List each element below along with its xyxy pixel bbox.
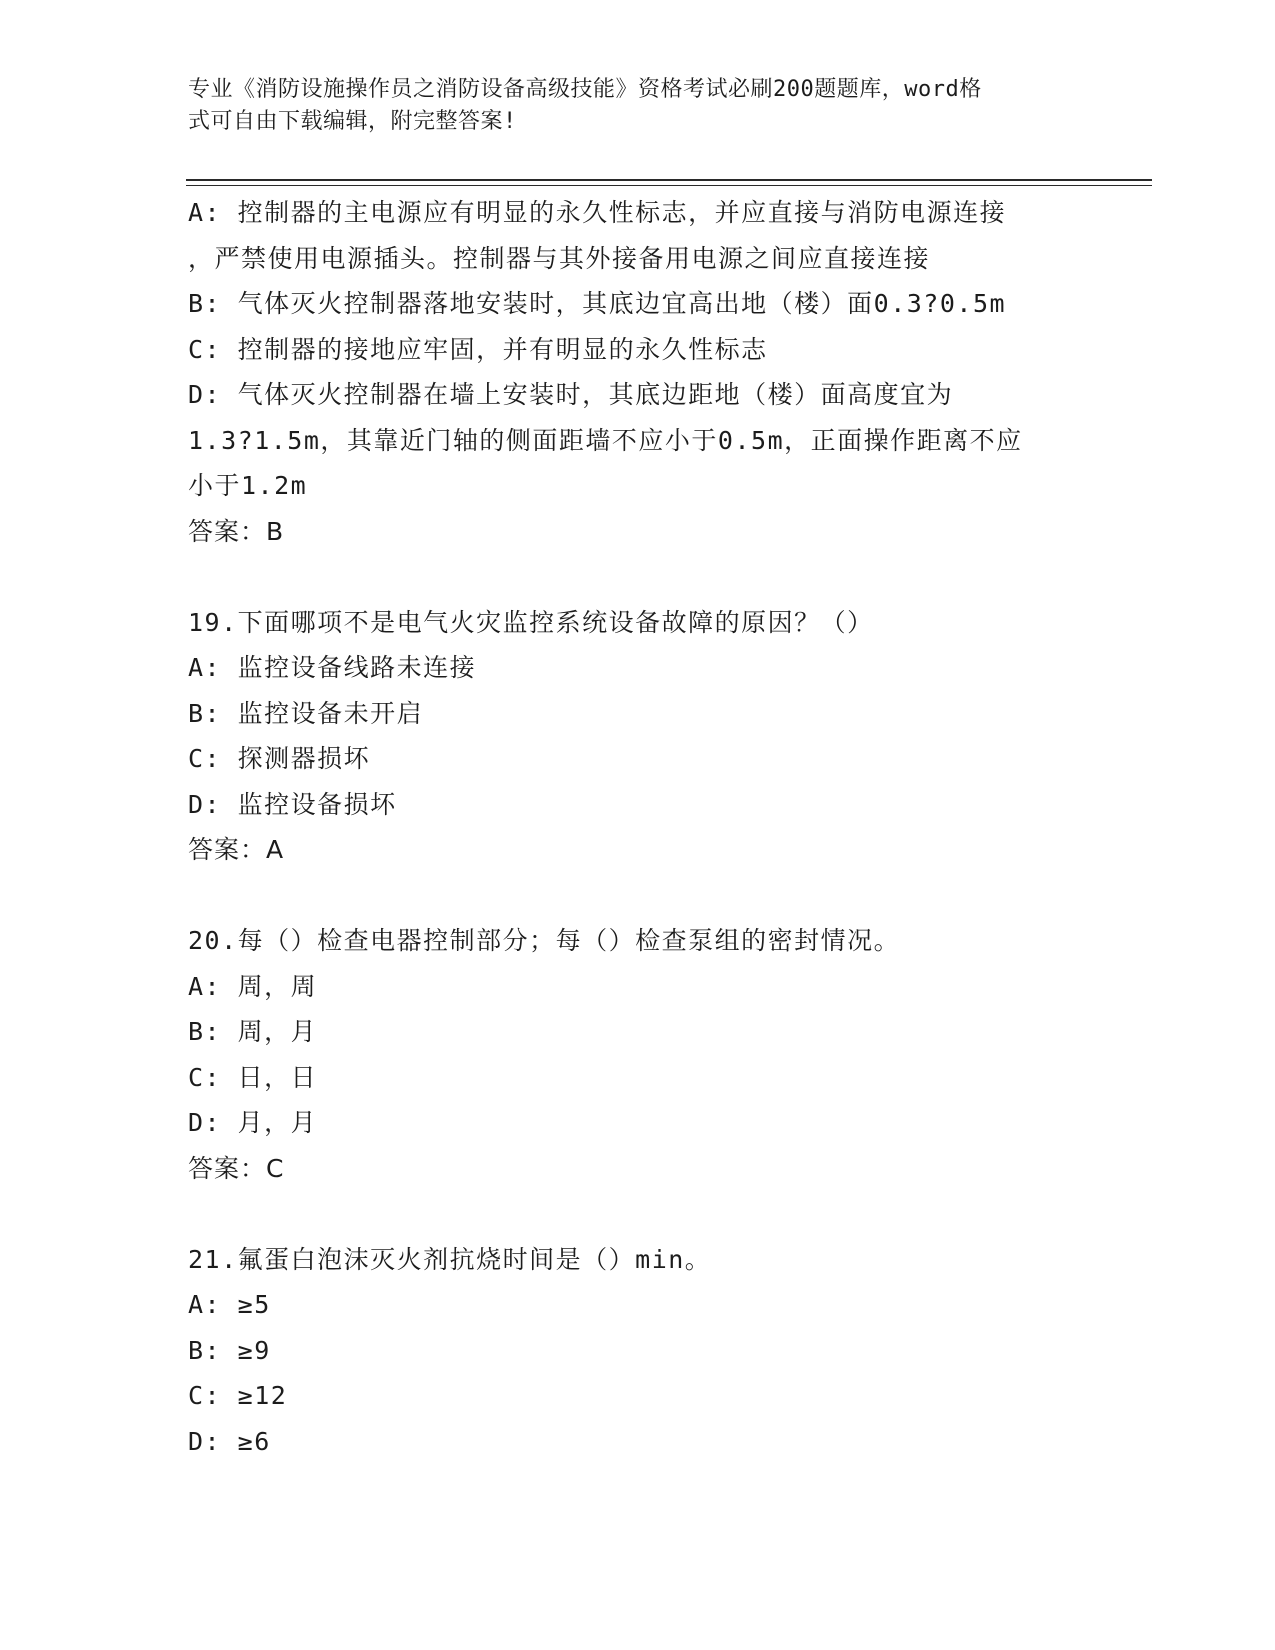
header-divider-thick bbox=[186, 179, 1152, 181]
header-divider-thin bbox=[186, 185, 1152, 186]
q19-option-a: A: 监控设备线路未连接 bbox=[188, 653, 477, 682]
q21-question: 21.氟蛋白泡沫灭火剂抗烧时间是（）min。 bbox=[188, 1244, 712, 1274]
q18-option-c: C: 控制器的接地应牢固，并有明显的永久性标志 bbox=[188, 334, 768, 364]
spacer bbox=[188, 873, 1088, 919]
q20-option-d: D: 月，月 bbox=[188, 1108, 318, 1137]
q19-question: 19.下面哪项不是电气火灾监控系统设备故障的原因？（） bbox=[188, 607, 874, 637]
q18-option-a-line-1: A: 控制器的主电源应有明显的永久性标志，并应直接与消防电源连接 bbox=[188, 198, 1007, 227]
q19-option-c: C: 探测器损坏 bbox=[188, 744, 371, 773]
q19-answer: 答案：A bbox=[188, 835, 285, 864]
q18-option-a-line-2: ，严禁使用电源插头。控制器与其外接备用电源之间应直接连接 bbox=[188, 243, 931, 273]
q18-option-b: B: 气体灭火控制器落地安装时，其底边宜高出地（楼）面0.3?0.5m bbox=[188, 289, 1007, 318]
q18-option-d-line-1: D: 气体灭火控制器在墙上安装时，其底边距地（楼）面高度宜为 bbox=[188, 380, 954, 409]
question-21-block bbox=[188, 1237, 1088, 1465]
question-20-block bbox=[188, 918, 1088, 1191]
q20-option-a: A: 周，周 bbox=[188, 971, 318, 1001]
q19-option-d: D: 监控设备损坏 bbox=[188, 789, 397, 819]
q19-option-b: B: 监控设备未开启 bbox=[188, 698, 424, 728]
document-header bbox=[188, 74, 1088, 138]
q21-option-a: A: ≥5 bbox=[188, 1290, 271, 1319]
header-line-2: 式可自由下载编辑，附完整答案! bbox=[188, 109, 517, 134]
question-19-block bbox=[188, 600, 1088, 873]
q21-option-c: C: ≥12 bbox=[188, 1381, 288, 1410]
q20-option-c: C: 日，日 bbox=[188, 1062, 318, 1092]
header-line-1: 专业《消防设施操作员之消防设备高级技能》资格考试必刷200题题库，word格 bbox=[188, 77, 982, 102]
q20-option-b: B: 周，月 bbox=[188, 1017, 318, 1046]
q18-answer: 答案：B bbox=[188, 516, 285, 546]
q18-option-d-line-3: 小于1.2m bbox=[188, 471, 308, 500]
spacer bbox=[188, 1191, 1088, 1237]
question-18-block bbox=[188, 190, 1088, 554]
q21-option-b: B: ≥9 bbox=[188, 1335, 271, 1365]
question-list bbox=[188, 190, 1088, 1464]
q21-option-d: D: ≥6 bbox=[188, 1426, 271, 1456]
q20-question: 20.每（）检查电器控制部分；每（）检查泵组的密封情况。 bbox=[188, 926, 901, 955]
q20-answer: 答案：C bbox=[188, 1153, 285, 1183]
q18-option-d-line-2: 1.3?1.5m，其靠近门轴的侧面距墙不应小于0.5m，正面操作距离不应 bbox=[188, 425, 1023, 455]
spacer bbox=[188, 554, 1088, 600]
